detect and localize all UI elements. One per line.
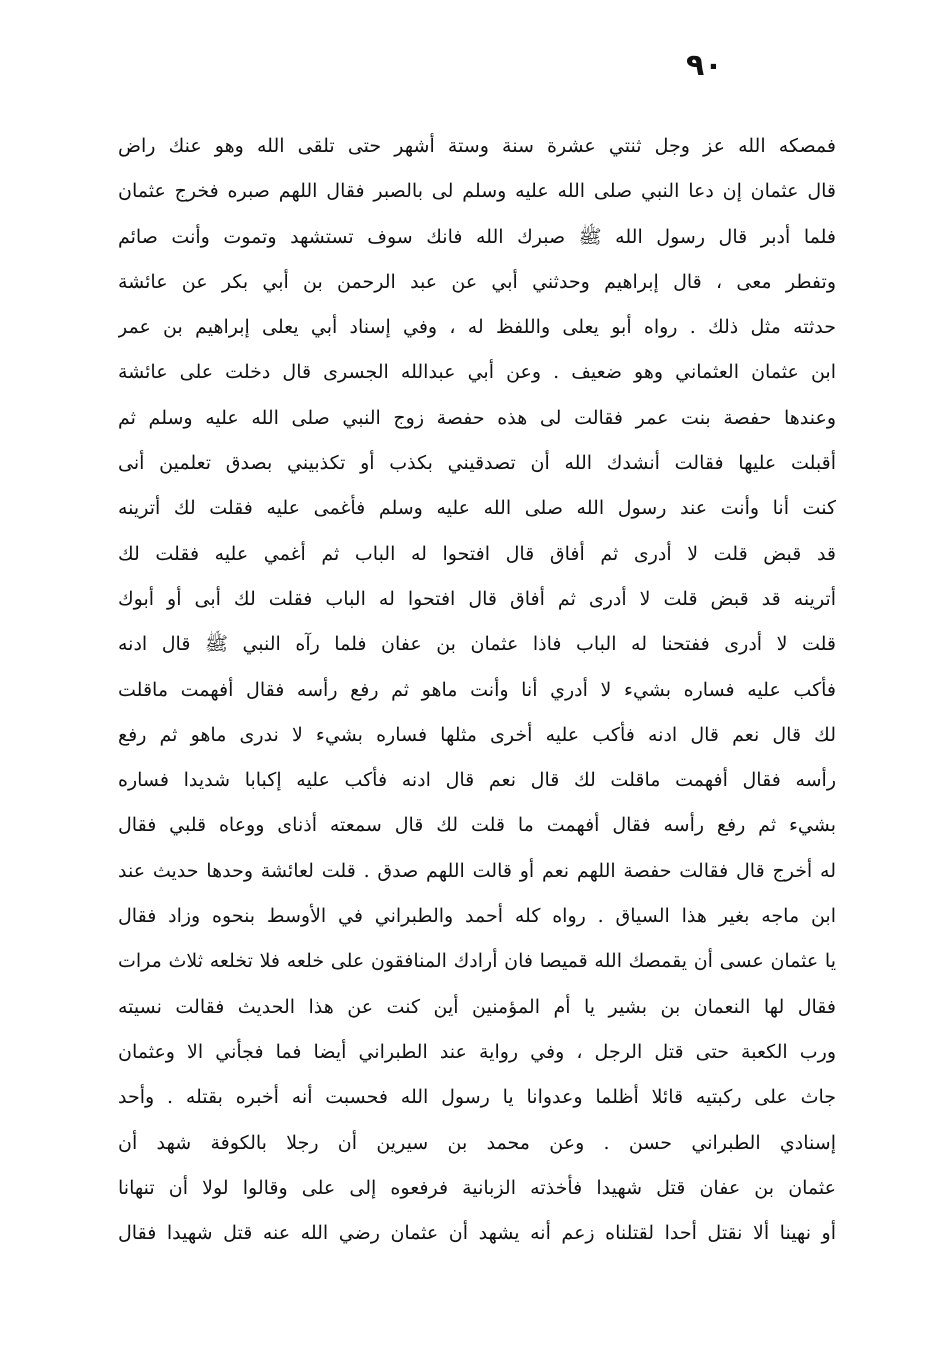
text-line: قد قبض قلت لا أدرى ثم أفاق قال افتحوا له الباب ثم أغمي عليه فقلت لك bbox=[118, 542, 836, 565]
text-line: بشيء ثم رفع رأسه فقال أفهمت ما قلت لك قال سمعته أذناى ووعاه قلبي فقال bbox=[118, 814, 836, 837]
page-number: ٩٠ bbox=[686, 48, 723, 83]
text-line: أقبلت عليها فقالت أنشدك الله أن تصدقيني بكذب أو تكذبيني بصدق تعلمين أنى bbox=[118, 452, 836, 475]
text-line: جاث على ركبتيه قائلا أظلما وعدوانا يا رسول الله فحسبت أنه أخبره بقتله . وأحد bbox=[118, 1086, 836, 1109]
body-text bbox=[118, 124, 836, 1256]
text-line: قلت لا أدرى ففتحنا له الباب فاذا عثمان بن عفان فلما رآه النبي ﷺ قال ادنه bbox=[118, 633, 836, 656]
text-line: ورب الكعبة حتى قتل الرجل ، وفي رواية عند الطبراني أيضا فما فجأني الا وعثمان bbox=[118, 1040, 836, 1063]
text-line: أترينه قد قبض قلت لا أدرى ثم أفاق قال افتحوا له الباب فقلت لك أبى أو أبوك bbox=[118, 587, 836, 610]
text-line: ابن عثمان العثماني وهو ضعيف . وعن أبي عبدالله الجسرى قال دخلت على عائشة bbox=[118, 361, 836, 384]
text-line: رأسه فقال أفهمت ماقلت لك قال نعم قال ادنه فأكب عليه إكبابا شديدا فساره bbox=[118, 769, 836, 792]
text-line: عثمان بن عفان قتل شهيدا فأخذته الزبانية فرفعوه إلى على وقالوا لولا أن تنهانا bbox=[118, 1176, 836, 1199]
text-line: ابن ماجه بغير هذا السياق . رواه كله أحمد والطبراني في الأوسط بنحوه وزاد فقال bbox=[118, 905, 836, 928]
text-line: وعندها حفصة بنت عمر فقالت لى هذه حفصة زوج النبي صلى الله عليه وسلم ثم bbox=[118, 406, 836, 429]
text-line: فقال لها النعمان بن بشير يا أم المؤمنين أين كنت عن هذا الحديث فقالت نسيته bbox=[118, 995, 836, 1018]
text-line: يا عثمان عسى أن يقمصك الله قميصا فان أرادك المنافقون على خلعه فلا تخلعه ثلاث مرات bbox=[118, 950, 836, 973]
text-line: قال عثمان إن دعا النبي صلى الله عليه وسلم لى بالصبر فقال اللهم صبره فخرج عثمان bbox=[118, 180, 836, 203]
text-line: كنت أنا وأنت عند رسول الله صلى الله عليه وسلم فأغمى عليه فقلت لك أترينه bbox=[118, 497, 836, 520]
text-line: لك قال نعم قال ادنه فأكب عليه أخرى مثلها فساره بشيء لا ندرى ماهو ثم رفع bbox=[118, 723, 836, 746]
text-line: فلما أدبر قال رسول الله ﷺ صبرك الله فانك سوف تستشهد وتموت وأنت صائم bbox=[118, 225, 836, 248]
text-line: وتفطر معى ، قال إبراهيم وحدثني أبي عن عبد الرحمن بن أبي بكر عن عائشة bbox=[118, 270, 836, 293]
text-line: فمصكه الله عز وجل ثنتي عشرة سنة وستة أشهر حتى تلقى الله وهو عنك راض bbox=[118, 135, 836, 157]
text-line: إسنادي الطبراني حسن . وعن محمد بن سيرين أن رجلا بالكوفة شهد أن bbox=[118, 1131, 836, 1154]
text-line: فأكب عليه فساره بشيء لا أدري أنا وأنت ماهو ثم رفع رأسه فقال أفهمت ماقلت bbox=[118, 678, 836, 701]
text-line: حدثته مثل ذلك . رواه أبو يعلى واللفظ له ، وفي إسناد أبي يعلى إبراهيم بن عمر bbox=[118, 316, 836, 339]
text-line: له أخرج قال فقالت حفصة اللهم نعم أو قالت اللهم صدق . قلت لعائشة وحدها حديث عند bbox=[118, 859, 836, 882]
text-line: أو نهينا ألا نقتل أحدا لقتلناه زعم أنه يشهد أن عثمان رضي الله عنه قتل شهيدا فقال bbox=[118, 1222, 836, 1245]
